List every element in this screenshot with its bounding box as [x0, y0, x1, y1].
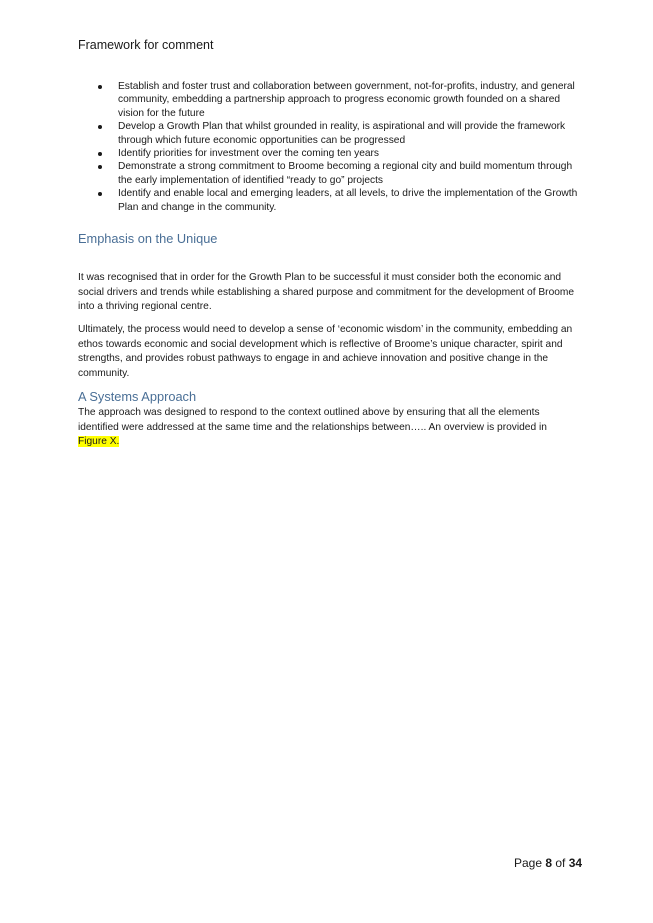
- bullet-icon: [98, 85, 102, 89]
- bullet-icon: [98, 125, 102, 129]
- total-pages: 34: [568, 856, 583, 870]
- paragraph-recognised: It was recognised that in order for the Growth Plan to be successful it must consider both the economic and social drivers and trends while establishing a shared purpose and commitment for the development of Broome into a thriving regional centre.: [78, 272, 575, 313]
- list-item: [78, 187, 578, 214]
- figure-reference-highlight: Figure X.: [78, 436, 120, 448]
- page-label: Page: [514, 856, 546, 870]
- objectives-list: [78, 80, 578, 214]
- paragraph-approach-text: The approach was designed to respond to the context outlined above by ensuring that all the elements identified were addressed at the same time and the relationships between….. An overview is provided in: [78, 407, 547, 433]
- bullet-icon: [98, 152, 102, 156]
- list-item-text: Demonstrate a strong commitment to Broome becoming a regional city and build momentum through the early implementation of identified “ready to go” projects: [118, 161, 573, 186]
- section-heading-systems: A Systems Approach: [78, 389, 197, 404]
- list-item-text: Identify priorities for investment over the coming ten years: [118, 148, 380, 160]
- list-item: [78, 160, 578, 187]
- list-item-text: Develop a Growth Plan that whilst grounded in reality, is aspirational and will provide the framework through which future economic opportunities can be progressed: [118, 121, 566, 146]
- list-item-text: Identify and enable local and emerging leaders, at all levels, to drive the implementation of the Growth Plan and change in the community.: [118, 188, 578, 213]
- section-heading-emphasis: Emphasis on the Unique: [78, 231, 218, 246]
- bullet-icon: [98, 165, 102, 169]
- current-page: 8: [545, 856, 553, 870]
- list-item: [78, 147, 578, 160]
- page-of-label: of: [552, 856, 569, 870]
- paragraph-ultimately: Ultimately, the process would need to develop a sense of ‘economic wisdom’ in the community, embedding an ethos towards economic and social development which is reflective of Broome’s unique character, spirit and strengths, and provides robust pathways to engage in and achieve innovation and positive change in the community.: [78, 324, 573, 379]
- page-header: Framework for comment: [78, 38, 214, 52]
- list-item: [78, 120, 578, 147]
- list-item: [78, 80, 578, 120]
- list-item-text: Establish and foster trust and collaboration between government, not-for-profits, industry, and general community, embedding a partnership approach to progress economic growth founded on a shared vision for the future: [118, 81, 575, 119]
- bullet-icon: [98, 192, 102, 196]
- page-number: [514, 856, 582, 870]
- paragraph-approach: [78, 406, 578, 450]
